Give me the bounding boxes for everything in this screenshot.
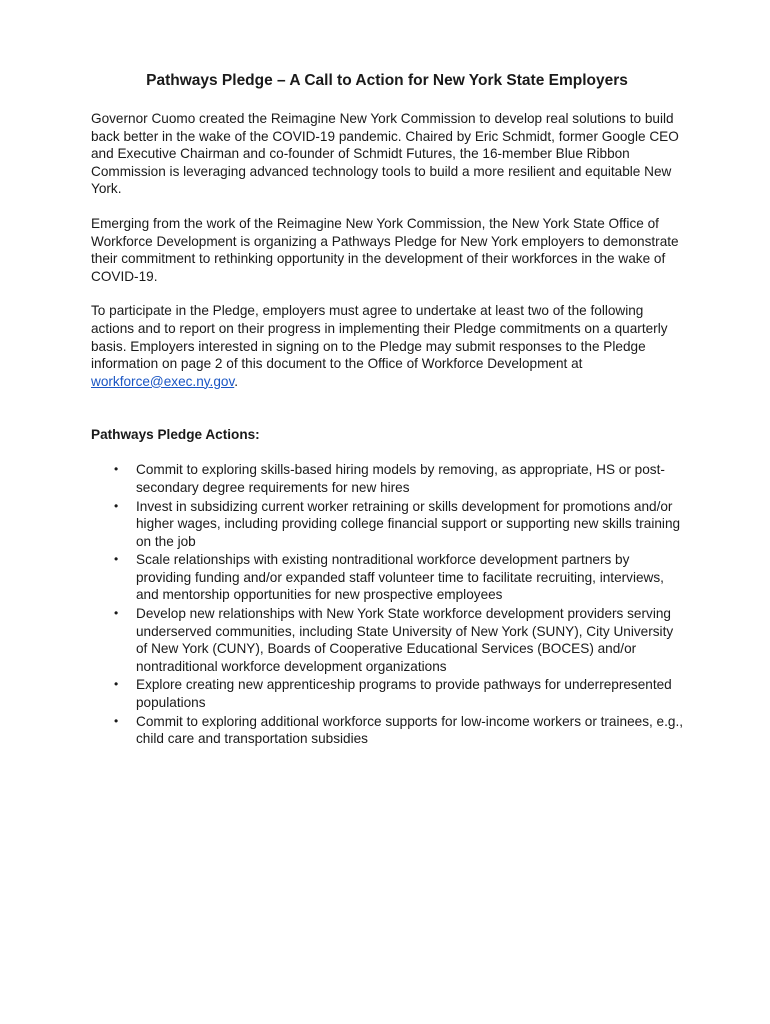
action-text: Commit to exploring skills-based hiring models by removing, as appropriate, HS or post-secondary degree requirements for new hires — [136, 462, 665, 495]
action-item — [114, 605, 683, 675]
action-item — [114, 498, 683, 551]
bullet-icon: • — [114, 498, 119, 513]
email-link[interactable]: workforce@exec.ny.gov — [91, 373, 235, 389]
bullet-icon: • — [114, 713, 119, 728]
action-text: Invest in subsidizing current worker retraining or skills development for promotions and/or higher wages, including providing college financial support or supporting new skills training on the job — [136, 498, 681, 549]
action-item — [114, 551, 683, 604]
participation-end: . — [234, 373, 239, 389]
action-item — [114, 461, 683, 496]
action-text: Develop new relationships with New York State workforce development providers serving underserved communities, including State University of New York (SUNY), City University of New York (CUNY), Boards of Cooperative Educational Services (BOCES) and/or nontraditional workforce development organizations — [136, 606, 674, 674]
actions-list — [91, 461, 683, 748]
action-text: Commit to exploring additional workforce supports for low-income workers or trainees, e.g., child care and transportation subsidies — [136, 713, 683, 747]
document-title: Pathways Pledge – A Call to Action for New York State Employers — [146, 72, 628, 89]
pledge-paragraph: Emerging from the work of the Reimagine New York Commission, the New York State Office of Workforce Development is organizing a Pathways Pledge for New York employers to demonstrate their commitment to rethinking opportunity in the development of their workforces in the wake of COVID-19. — [91, 215, 679, 284]
bullet-icon: • — [114, 462, 119, 477]
action-item — [114, 676, 683, 711]
participation-text: To participate in the Pledge, employers must agree to undertake at least two of the following actions and to report on their progress in implementing their Pledge commitments on a quarterly basis. Employers interested in signing on to the Pledge may submit responses to the Pledge information on page 2 of this document to the Office of Workforce Development at — [91, 303, 668, 372]
actions-heading: Pathways Pledge Actions: — [91, 427, 260, 443]
document-page — [91, 70, 683, 749]
action-item — [114, 713, 683, 748]
bullet-icon: • — [114, 552, 119, 567]
participation-paragraph — [91, 302, 683, 390]
bullet-icon: • — [114, 606, 119, 621]
action-text: Scale relationships with existing nontraditional workforce development partners by providing funding and/or expanded staff volunteer time to facilitate recruiting, interviews, and mentorship opportunities for new prospective employees — [136, 552, 664, 603]
intro-paragraph: Governor Cuomo created the Reimagine New York Commission to develop real solutions to build back better in the wake of the COVID-19 pandemic. Chaired by Eric Schmidt, former Google CEO and Executive Chairman and co-founder of Schmidt Futures, the 16-member Blue Ribbon Commission is leveraging advanced technology tools to build a more resilient and equitable New York. — [91, 111, 679, 197]
action-text: Explore creating new apprenticeship programs to provide pathways for underrepresented populations — [136, 677, 672, 711]
bullet-icon: • — [114, 677, 119, 692]
